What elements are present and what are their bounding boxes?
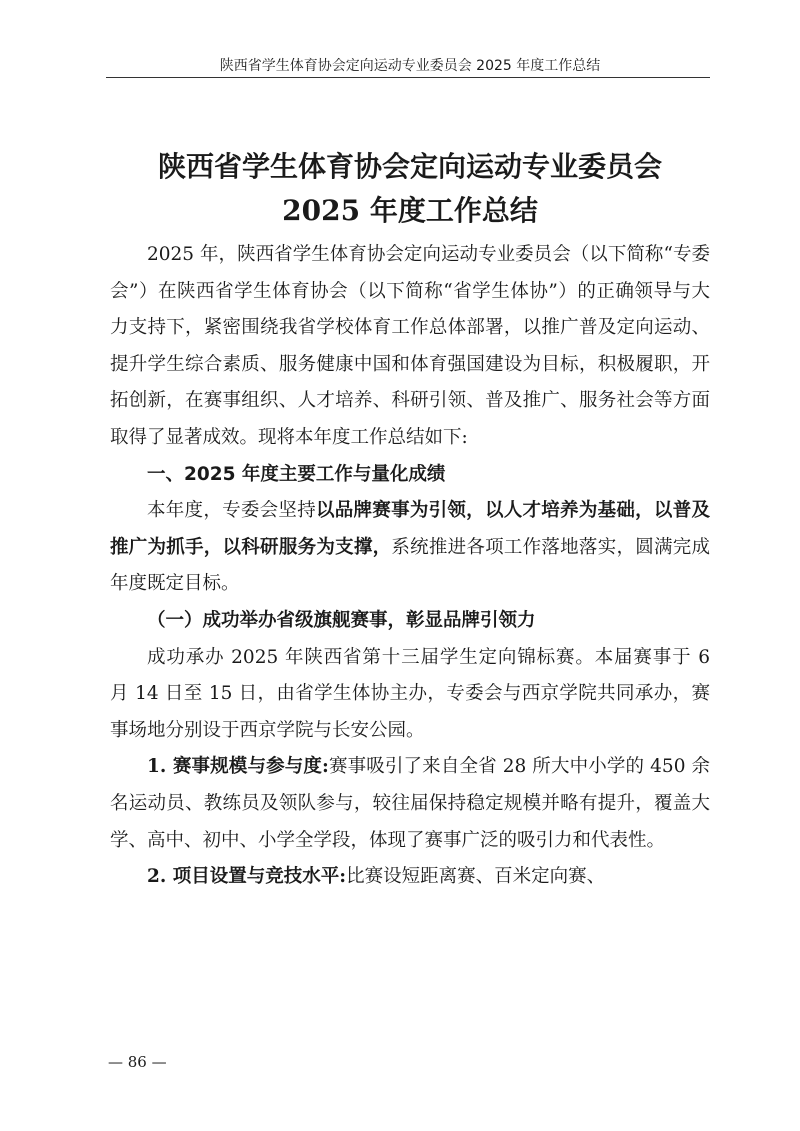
section-1-heading: 一、2025 年度主要工作与量化成绩 xyxy=(147,463,446,485)
document-body xyxy=(110,237,710,896)
subsection-1-paragraph: 成功承办 2025 年陕西省第十三届学生定向锦标赛。本届赛事于 6 月 14 日至 15 日，由省学生体协主办，专委会与西京学院共同承办，赛事场地分别设于西京学院与长安公园。 xyxy=(110,646,710,741)
item-2-paragraph xyxy=(110,859,710,896)
section-1-tail: 系统推进各项工作落地落实，圆满完成年度既定目标。 xyxy=(110,536,710,595)
section-1-paragraph xyxy=(110,493,710,603)
subsection-1-heading: （一）成功举办省级旗舰赛事，彰显品牌引领力 xyxy=(147,609,536,631)
section-1-emphasis: 以品牌赛事为引领，以人才培养为基础，以普及推广为抓手，以科研服务为支撑， xyxy=(110,500,710,558)
document-title-line2: 2025 年度工作总结 xyxy=(282,194,538,227)
item-2-label: 2. 项目设置与竞技水平: xyxy=(147,866,347,888)
header-divider xyxy=(106,77,710,78)
document-title-line1: 陕西省学生体育协会定向运动专业委员会 xyxy=(157,150,662,183)
running-header: 陕西省学生体育协会定向运动专业委员会 2025 年度工作总结 xyxy=(219,58,601,74)
item-2-text: 比赛设短距离赛、百米定向赛、 xyxy=(346,866,606,888)
page-number: — 86 — xyxy=(108,1053,167,1071)
item-1-label: 1. 赛事规模与参与度: xyxy=(147,756,329,778)
section-1-lead: 本年度，专委会坚持 xyxy=(147,500,316,522)
item-1-paragraph xyxy=(110,749,710,859)
item-1-text: 赛事吸引了来自全省 28 所大中小学的 450 余名运动员、教练员及领队参与，较往届保持稳定规模并略有提升，覆盖大学、高中、初中、小学全学段，体现了赛事广泛的吸引力和代表性。 xyxy=(110,756,710,851)
intro-paragraph: 2025 年，陕西省学生体育协会定向运动专业委员会（以下简称“专委会”）在陕西省学生体育协会（以下简称“省学生体协”）的正确领导与大力支持下，紧密围绕我省学校体育工作总体部署，以推广普及定向运动、提升学生综合素质、服务健康中国和体育强国建设为目标，积极履职，开拓创新，在赛事组织、人才培养、科研引领、普及推广、服务社会等方面取得了显著成效。现将本年度工作总结如下: xyxy=(110,244,710,448)
